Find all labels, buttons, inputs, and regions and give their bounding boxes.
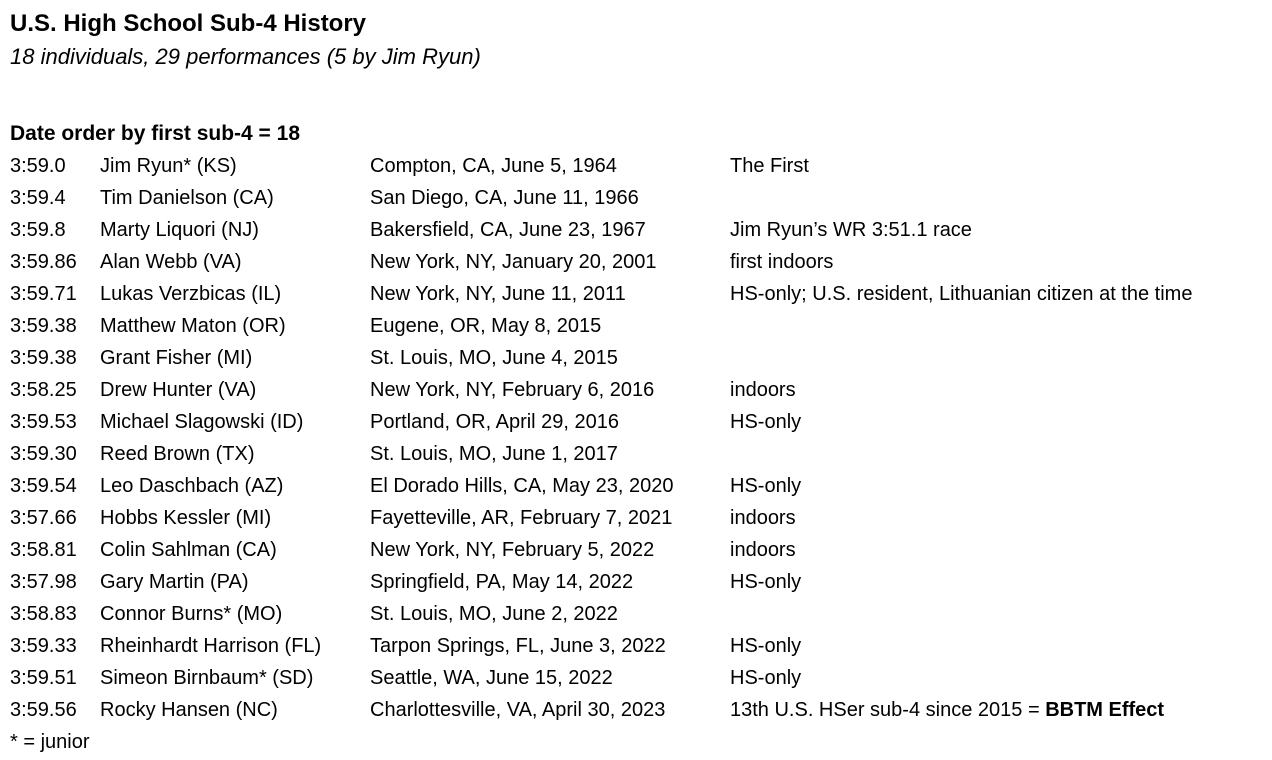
location-date-cell: New York, NY, June 11, 2011: [370, 283, 626, 305]
table-row: [10, 150, 1262, 182]
table-row: [10, 662, 1262, 694]
location-date-cell: St. Louis, MO, June 1, 2017: [370, 443, 618, 465]
table-row: [10, 374, 1262, 406]
location-date-cell: San Diego, CA, June 11, 1966: [370, 187, 639, 209]
athlete-cell: Tim Danielson (CA): [100, 187, 274, 209]
athlete-cell: Grant Fisher (MI): [100, 347, 253, 369]
time-cell: 3:59.4: [10, 187, 66, 209]
time-cell: 3:59.38: [10, 315, 77, 337]
time-cell: 3:59.8: [10, 219, 66, 241]
location-date-cell: New York, NY, February 5, 2022: [370, 539, 655, 561]
time-cell: 3:59.53: [10, 411, 77, 433]
note-cell: [730, 214, 1262, 246]
table-row: [10, 630, 1262, 662]
note-cell: [730, 246, 1262, 278]
time-cell: 3:59.86: [10, 251, 77, 273]
athlete-cell: Gary Martin (PA): [100, 571, 249, 593]
table-row: [10, 566, 1262, 598]
note-text: HS-only: [730, 571, 802, 593]
note-text: HS-only: [730, 475, 802, 497]
time-cell: 3:57.66: [10, 507, 77, 529]
athlete-cell: Leo Daschbach (AZ): [100, 475, 284, 497]
time-cell: 3:59.33: [10, 635, 77, 657]
time-cell: 3:59.71: [10, 283, 77, 305]
table-row: [10, 502, 1262, 534]
note-text: indoors: [730, 539, 796, 561]
note-cell: [730, 598, 1262, 630]
table-row: [10, 438, 1262, 470]
note-text: Jim Ryun’s WR 3:51.1 race: [730, 219, 972, 241]
page-subtitle: 18 individuals, 29 performances (5 by Jim Ryun): [10, 44, 481, 69]
location-date-cell: Portland, OR, April 29, 2016: [370, 411, 620, 433]
location-date-cell: El Dorado Hills, CA, May 23, 2020: [370, 475, 674, 497]
time-cell: 3:58.81: [10, 539, 77, 561]
table-row: [10, 694, 1262, 726]
location-date-cell: St. Louis, MO, June 4, 2015: [370, 347, 618, 369]
athlete-cell: Rheinhardt Harrison (FL): [100, 635, 322, 657]
table-row: [10, 278, 1262, 310]
spacer: [10, 74, 1262, 118]
athlete-cell: Lukas Verzbicas (IL): [100, 283, 282, 305]
athlete-cell: Reed Brown (TX): [100, 443, 255, 465]
table-row: [10, 342, 1262, 374]
note-cell: [730, 374, 1262, 406]
note-text: indoors: [730, 507, 796, 529]
note-cell: [730, 150, 1262, 182]
junior-legend: * = junior: [10, 731, 90, 753]
location-date-cell: Eugene, OR, May 8, 2015: [370, 315, 602, 337]
time-cell: 3:57.98: [10, 571, 77, 593]
location-date-cell: New York, NY, February 6, 2016: [370, 379, 655, 401]
time-cell: 3:58.83: [10, 603, 77, 625]
performance-table: [10, 150, 1262, 726]
athlete-cell: Michael Slagowski (ID): [100, 411, 304, 433]
time-cell: 3:59.38: [10, 347, 77, 369]
athlete-cell: Jim Ryun* (KS): [100, 155, 237, 177]
note-cell: [730, 630, 1262, 662]
note-text: HS-only: [730, 635, 802, 657]
time-cell: 3:59.51: [10, 667, 77, 689]
note-cell: [730, 342, 1262, 374]
note-cell: [730, 278, 1262, 310]
athlete-cell: Colin Sahlman (CA): [100, 539, 277, 561]
note-cell: [730, 310, 1262, 342]
table-row: [10, 470, 1262, 502]
location-date-cell: New York, NY, January 20, 2001: [370, 251, 657, 273]
note-text: 13th U.S. HSer sub-4 since 2015 =: [730, 699, 1046, 721]
location-date-cell: St. Louis, MO, June 2, 2022: [370, 603, 618, 625]
athlete-cell: Alan Webb (VA): [100, 251, 242, 273]
table-row: [10, 246, 1262, 278]
time-cell: 3:59.0: [10, 155, 66, 177]
note-text: HS-only: [730, 411, 802, 433]
athlete-cell: Rocky Hansen (NC): [100, 699, 278, 721]
note-cell: [730, 438, 1262, 470]
table-row: [10, 182, 1262, 214]
note-text: HS-only: [730, 667, 802, 689]
note-cell: [730, 470, 1262, 502]
note-cell: [730, 534, 1262, 566]
time-cell: 3:59.30: [10, 443, 77, 465]
location-date-cell: Fayetteville, AR, February 7, 2021: [370, 507, 673, 529]
note-bold-text: BBTM Effect: [1045, 699, 1165, 721]
note-cell: [730, 406, 1262, 438]
athlete-cell: Drew Hunter (VA): [100, 379, 257, 401]
note-cell: [730, 566, 1262, 598]
location-date-cell: Bakersfield, CA, June 23, 1967: [370, 219, 646, 241]
note-text: first indoors: [730, 251, 834, 273]
note-cell: [730, 182, 1262, 214]
page-title: U.S. High School Sub-4 History: [10, 10, 367, 37]
location-date-cell: Tarpon Springs, FL, June 3, 2022: [370, 635, 666, 657]
note-text: indoors: [730, 379, 796, 401]
athlete-cell: Simeon Birnbaum* (SD): [100, 667, 314, 689]
athlete-cell: Marty Liquori (NJ): [100, 219, 259, 241]
time-cell: 3:59.56: [10, 699, 77, 721]
athlete-cell: Connor Burns* (MO): [100, 603, 283, 625]
location-date-cell: Seattle, WA, June 15, 2022: [370, 667, 613, 689]
location-date-cell: Springfield, PA, May 14, 2022: [370, 571, 634, 593]
time-cell: 3:59.54: [10, 475, 77, 497]
table-row: [10, 534, 1262, 566]
athlete-cell: Hobbs Kessler (MI): [100, 507, 272, 529]
note-text: The First: [730, 155, 809, 177]
note-text: HS-only; U.S. resident, Lithuanian citizen at the time: [730, 283, 1193, 305]
table-row: [10, 406, 1262, 438]
time-cell: 3:58.25: [10, 379, 77, 401]
section-heading: Date order by first sub-4 = 18: [10, 122, 301, 145]
location-date-cell: Compton, CA, June 5, 1964: [370, 155, 617, 177]
table-row: [10, 214, 1262, 246]
table-row: [10, 598, 1262, 630]
athlete-cell: Matthew Maton (OR): [100, 315, 286, 337]
location-date-cell: Charlottesville, VA, April 30, 2023: [370, 699, 666, 721]
note-cell: [730, 662, 1262, 694]
note-cell: [730, 694, 1262, 726]
note-cell: [730, 502, 1262, 534]
table-row: [10, 310, 1262, 342]
